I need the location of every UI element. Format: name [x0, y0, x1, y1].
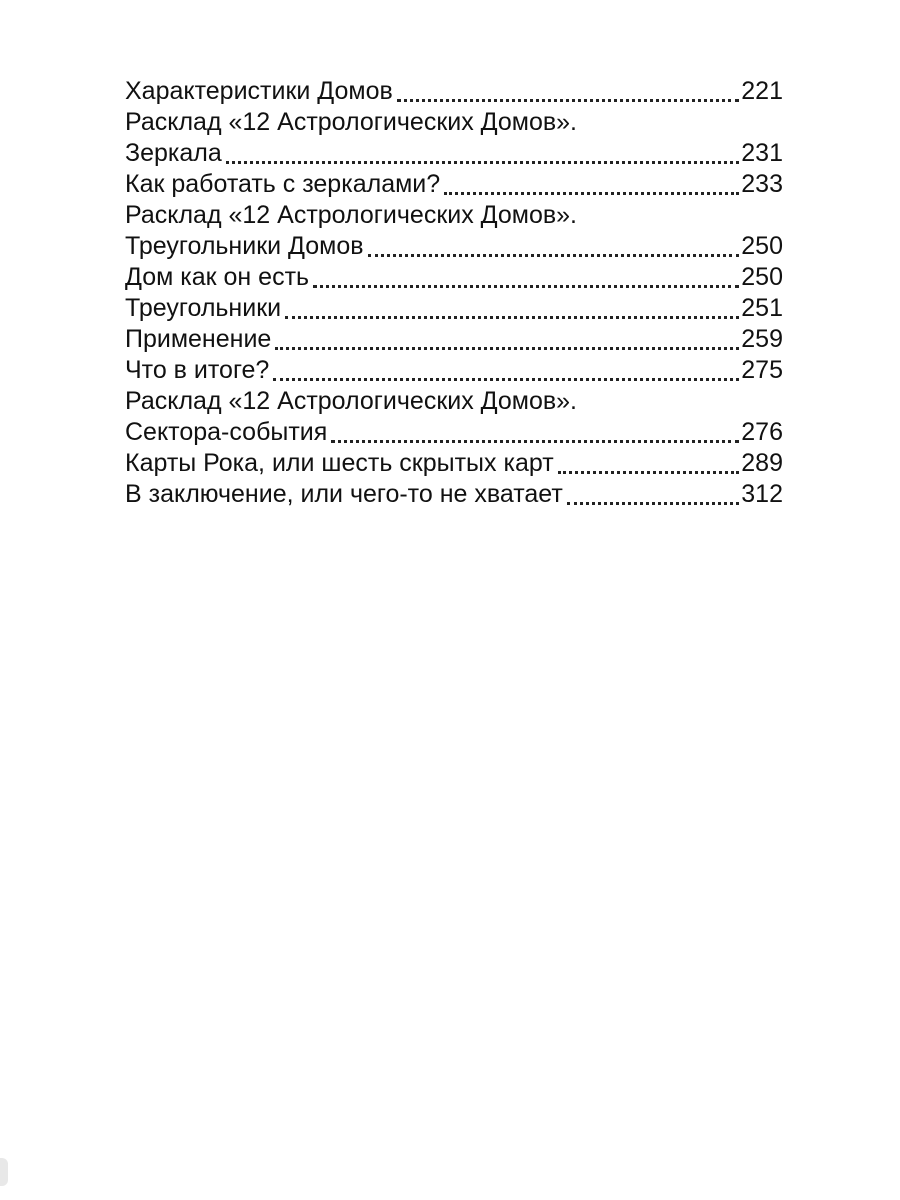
toc-entry-title: Сектора-события: [125, 418, 328, 446]
toc-entry-page: 276: [741, 418, 783, 446]
toc-entry-page: 275: [741, 356, 783, 384]
toc-entry: [125, 76, 783, 107]
toc-entry: [125, 479, 783, 510]
toc-entry-page: 233: [741, 170, 783, 198]
toc-entry-page: 250: [741, 232, 783, 260]
toc-entry-title: Как работать с зеркалами?: [125, 170, 441, 198]
toc-entry: [125, 107, 783, 138]
toc-entry: [125, 448, 783, 479]
dot-leader: [331, 434, 739, 443]
toc-entry-page: 251: [741, 294, 783, 322]
toc-entry: [125, 355, 783, 386]
toc-entry-title: Расклад «12 Астрологических Домов».: [125, 108, 578, 136]
dot-leader: [444, 186, 739, 195]
toc-entry-title: Карты Рока, или шесть скрытых карт: [125, 449, 554, 477]
dot-leader: [368, 248, 740, 257]
toc-entry: [125, 200, 783, 231]
toc-entry: [125, 231, 783, 262]
dot-leader: [285, 310, 739, 319]
toc-entry-page: 289: [741, 449, 783, 477]
toc-entry-title: Характеристики Домов: [125, 77, 393, 105]
toc-entry: [125, 324, 783, 355]
toc-entry-page: 250: [741, 263, 783, 291]
dot-leader: [226, 155, 739, 164]
dot-leader: [275, 341, 739, 350]
toc-entry: [125, 169, 783, 200]
dot-leader: [313, 279, 739, 288]
toc-entry-title: Расклад «12 Астрологических Домов».: [125, 201, 578, 229]
toc-entry-page: 259: [741, 325, 783, 353]
dot-leader: [567, 496, 739, 505]
toc-entry-page: 221: [741, 77, 783, 105]
toc-entry-title: Зеркала: [125, 139, 222, 167]
toc-entry-title: Треугольники Домов: [125, 232, 364, 260]
toc-entry-page: 312: [741, 480, 783, 508]
toc-entry-title: Дом как он есть: [125, 263, 310, 291]
toc-entry: [125, 262, 783, 293]
toc-entry-title: В заключение, или чего-то не хватает: [125, 480, 563, 508]
toc-entry-page: 231: [741, 139, 783, 167]
toc-entry-title: Расклад «12 Астрологических Домов».: [125, 387, 578, 415]
toc-entry-title: Что в итоге?: [125, 356, 270, 384]
toc-entry: [125, 386, 783, 417]
toc-entry-title: Треугольники: [125, 294, 282, 322]
toc-entry: [125, 417, 783, 448]
toc-entry-title: Применение: [125, 325, 272, 353]
table-of-contents: [125, 76, 783, 510]
dot-leader: [397, 93, 739, 102]
dot-leader: [558, 465, 740, 474]
dot-leader: [273, 372, 739, 381]
toc-entry: [125, 138, 783, 169]
page-edge-mark: [0, 1158, 8, 1186]
toc-entry: [125, 293, 783, 324]
